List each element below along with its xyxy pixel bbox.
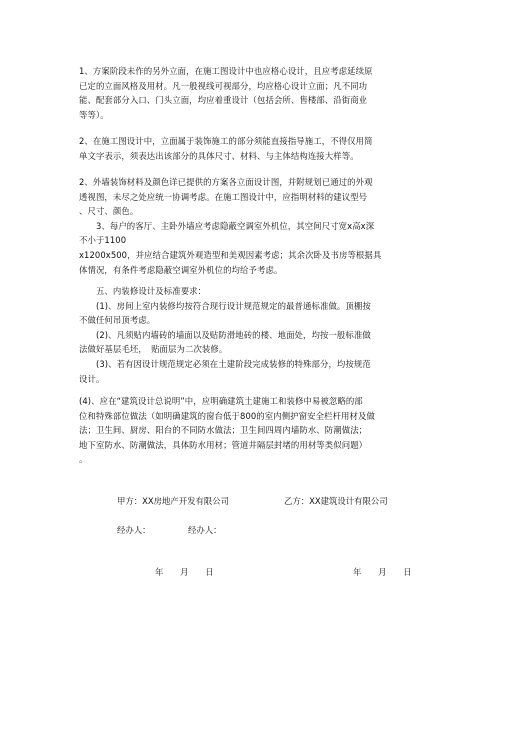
text-line: 五、内装修设计及标准要求： bbox=[79, 286, 207, 296]
date-right: 年 月 日 bbox=[353, 567, 412, 577]
text-line: 不小于1100 bbox=[79, 235, 127, 246]
clause-interior-standards bbox=[79, 284, 455, 386]
party-b-label: 乙方：XX建筑设计有限公司 bbox=[284, 496, 388, 506]
text-line: 地下室防水、防潮做法，具体防水用材；管道井隔层封堵的用材等类似问题） bbox=[79, 439, 368, 450]
text-line: 设计。 bbox=[79, 373, 105, 384]
text-line: 法；卫生间、厨房、阳台的不同防水做法；卫生间四周内墙防水、防潮做法； bbox=[79, 425, 368, 436]
text-line: 2、在施工图设计中，立面属于装饰施工的部分须能直接指导施工，不得仅用简 bbox=[79, 136, 373, 146]
text-line: 单文字表示，须表达出该部分的具体尺寸、材料、与主体结构连接大样等。 bbox=[79, 150, 359, 161]
text-line: 1、方案阶段未作的另外立面，在施工图设计中也应格心设计，且应考虑延续原 bbox=[79, 66, 373, 76]
clause-special-details bbox=[79, 394, 455, 467]
text-line: 已定的立面风格及用材。凡一般视线可视部分，均应格心设计立面；凡不同功 bbox=[79, 80, 368, 91]
text-line: 2、外墙装饰材料及颜色详已提供的方案各立面设计图，并附规划已通过的外观 bbox=[79, 177, 373, 187]
text-line: 体情况，有条件考虑隐蔽空调室外机位的均给予考虑。 bbox=[79, 264, 283, 275]
text-line: (4)、应在“建筑设计总说明”中，应明确建筑土建施工和装修中易被忽略的部 bbox=[79, 396, 363, 406]
agent-label-left: 经办人： bbox=[117, 525, 151, 535]
date-left: 年 月 日 bbox=[155, 567, 214, 577]
clause-decoration-construction bbox=[79, 134, 455, 163]
text-line: 3、每户的客厅、主卧外墙应考虑隐蔽空调室外机位，其空间尺寸宽x高x深 bbox=[79, 220, 375, 231]
text-line: 。 bbox=[79, 454, 88, 465]
text-line: (3)、若有因设计规范规定必须在土建阶段完成装修的特殊部分，均按规范 bbox=[79, 358, 371, 369]
party-a-label: 甲方：XX房地产开发有限公司 bbox=[117, 496, 229, 506]
text-line: 能、配套部分入口、门头立面，均应着重设计（包括会所、售楼部、沿街商业 bbox=[79, 95, 368, 106]
text-line: 位和特殊部位做法（如明确建筑的窗台低于800的室内侧护窗安全栏杆用材及做 bbox=[79, 410, 375, 421]
text-line: 法做好基层毛坯， 贴面层为二次装修。 bbox=[79, 344, 228, 355]
text-line: (2)、凡须贴内墙砖的墙面以及贴防滑地砖的楼、地面处，均按一般标准做 bbox=[79, 329, 371, 340]
text-line: 透视图，未尽之处应统一协调考虑。在施工图设计中，应指明材料的建议型号 bbox=[79, 191, 368, 202]
text-line: x1200x500，并应结合建筑外观造型和美观因素考虑；其余次卧及书房等根据具 bbox=[79, 249, 382, 260]
clause-exterior-materials bbox=[79, 175, 455, 277]
clause-elevation-design bbox=[79, 64, 455, 122]
text-line: (1)、房间上室内装修均按符合现行设计规范规定的最普通标准做。顶棚按 bbox=[79, 300, 371, 311]
text-line: 不做任何吊顶考虑。 bbox=[79, 315, 156, 326]
text-line: 等等）。 bbox=[79, 109, 109, 120]
text-line: 、尺寸、颜色。 bbox=[79, 206, 139, 217]
agent-label-right: 经办人： bbox=[188, 525, 222, 535]
